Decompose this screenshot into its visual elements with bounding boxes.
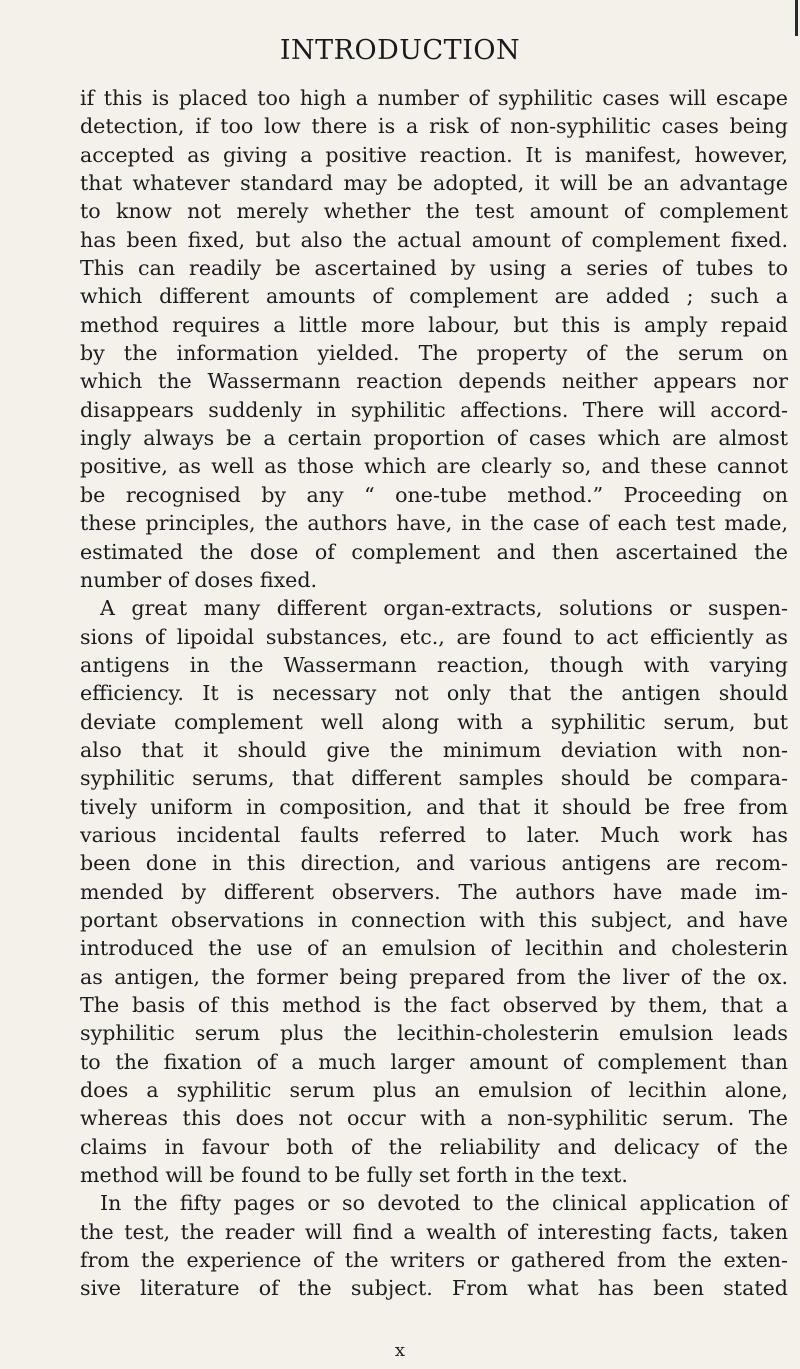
text-line: portant observations in connection with this subject, and have <box>80 907 788 932</box>
text-line: does a syphilitic serum plus an emulsion of lecithin alone, <box>80 1078 788 1103</box>
text-line: which different amounts of complement are added ; such a <box>80 284 788 309</box>
text-line: detection, if too low there is a risk of non-syphilitic cases being <box>80 114 788 139</box>
text-line: syphilitic serum plus the lecithin-cholesterin emulsion leads <box>80 1021 788 1046</box>
text-line: method will be found to be fully set forth in the text. <box>80 1163 628 1188</box>
text-line: introduced the use of an emulsion of lecithin and cholesterin <box>80 936 788 961</box>
text-line: has been fixed, but also the actual amount of complement fixed. <box>80 227 788 252</box>
paragraph <box>80 1189 788 1302</box>
page-edge-mark <box>795 0 798 36</box>
running-head: INTRODUCTION <box>279 35 521 66</box>
text-line: antigens in the Wassermann reaction, though with varying <box>80 652 788 677</box>
text-line: to know not merely whether the test amount of complement <box>80 199 788 224</box>
text-line: estimated the dose of complement and then ascertained the <box>80 539 788 564</box>
text-line: positive, as well as those which are clearly so, and these cannot <box>80 454 788 479</box>
text-line: sive literature of the subject. From what has been stated <box>80 1276 788 1301</box>
text-line: syphilitic serums, that different samples should be compara- <box>80 766 788 791</box>
text-line: be recognised by any “ one-tube method.” Proceeding on <box>80 482 788 507</box>
text-line: from the experience of the writers or gathered from the exten- <box>80 1248 788 1273</box>
text-line: disappears suddenly in syphilitic affections. There will accord- <box>80 397 788 422</box>
text-line: ingly always be a certain proportion of cases which are almost <box>80 426 788 451</box>
text-line: sions of lipoidal substances, etc., are found to act efficiently as <box>80 624 788 649</box>
text-line: This can readily be ascertained by using a series of tubes to <box>80 256 788 281</box>
text-line: which the Wassermann reaction depends neither appears nor <box>80 369 788 394</box>
text-line: as antigen, the former being prepared from the liver of the ox. <box>80 964 788 989</box>
text-line: mended by different observers. The authors have made im- <box>80 879 788 904</box>
text-line: accepted as giving a positive reaction. It is manifest, however, <box>80 142 788 167</box>
text-line: claims in favour both of the reliability and delicacy of the <box>80 1134 788 1159</box>
text-line: The basis of this method is the fact observed by them, that a <box>80 993 788 1017</box>
text-line: to the fixation of a much larger amount of complement than <box>80 1049 788 1074</box>
text-line: various incidental faults referred to later. Much work has <box>80 822 788 847</box>
text-line: deviate complement well along with a syphilitic serum, but <box>80 709 788 734</box>
text-line: that whatever standard may be adopted, it will be an advantage <box>80 171 788 196</box>
body-text <box>80 84 788 1303</box>
text-line: A great many different organ-extracts, solutions or suspen- <box>100 596 788 621</box>
text-line: been done in this direction, and various antigens are recom- <box>80 851 788 876</box>
text-line: the test, the reader will find a wealth of interesting facts, taken <box>80 1219 788 1244</box>
text-line: whereas this does not occur with a non-syphilitic serum. The <box>80 1106 788 1131</box>
text-line: efficiency. It is necessary not only that the antigen should <box>80 681 788 706</box>
page-number: x <box>394 1340 406 1361</box>
paragraph <box>80 84 788 594</box>
text-line: method requires a little more labour, but this is amply repaid <box>80 312 788 337</box>
text-line: these principles, the authors have, in the case of each test made, <box>80 511 788 536</box>
text-line: if this is placed too high a number of syphilitic cases will escape <box>80 86 788 110</box>
text-line: In the fifty pages or so devoted to the clinical application of <box>100 1191 788 1216</box>
text-line: also that it should give the minimum deviation with non- <box>80 737 788 762</box>
paragraph <box>80 594 788 1189</box>
text-line: tively uniform in composition, and that it should be free from <box>80 794 788 819</box>
text-line: number of doses fixed. <box>80 567 318 592</box>
text-line: by the information yielded. The property of the serum on <box>80 341 788 366</box>
